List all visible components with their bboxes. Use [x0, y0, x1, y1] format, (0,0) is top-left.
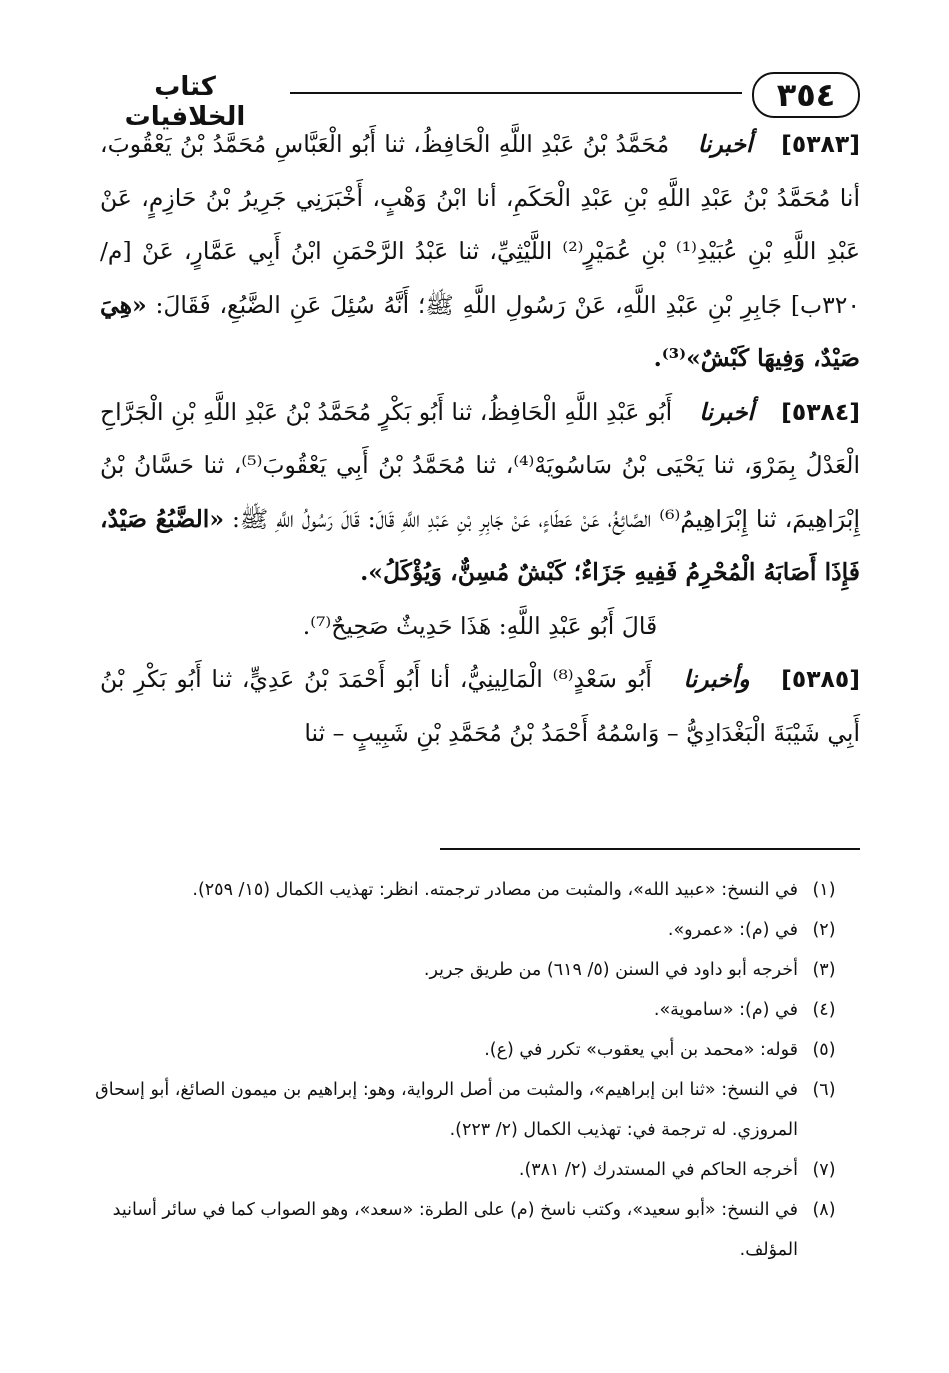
footnote-text: أخرجه الحاكم في المستدرك (٢/ ٣٨١).	[518, 1160, 798, 1180]
akhbarana-keyword: أخبرنا	[699, 397, 755, 426]
hadith-matn: «هِيَ صَيْدٌ، وَفِيهَا كَبْشٌ»⁽³⁾.	[100, 290, 860, 372]
footnote-number: (٤)	[812, 1000, 836, 1020]
footnote-number: (١)	[812, 880, 836, 900]
footnote-number: (٧)	[812, 1160, 836, 1180]
footnote-item	[90, 1030, 850, 1070]
hadith-paragraph-5384	[100, 386, 860, 600]
grading-paragraph	[100, 600, 860, 654]
page-header	[90, 60, 860, 132]
isnad-text: مُحَمَّدُ بْنُ عَبْدِ اللَّهِ الْحَافِظُ، ثنا أَبُو الْعَبَّاسِ مُحَمَّدُ بْنُ يَعْقُوبَ، أنا مُحَمَّدُ بْنُ عَبْدِ اللَّهِ بْنِ عَبْدِ الْحَكَمِ، أنا ابْنُ وَهْبٍ، أَخْبَرَنِي جَرِيرُ بْنُ حَازِمٍ، عَنْ عَبْدِ اللَّهِ بْنِ عُبَيْدِ⁽¹⁾ بْنِ عُمَيْرٍ⁽²⁾ اللَّيْثِيِّ، ثنا عَبْدُ الرَّحْمَنِ ابْنُ أَبِي عَمَّارٍ، عَنْ [م/٣٢٠ب] جَابِرِ بْنِ عَبْدِ اللَّهِ، عَنْ رَسُولِ اللَّهِ ﷺ؛ أَنَّهُ سُئِلَ عَنِ الضَّبُعِ، فَقَالَ:	[100, 130, 860, 319]
hadith-number: [٥٣٨٥]	[781, 665, 860, 693]
footnote-item	[90, 1190, 850, 1270]
hadith-paragraph-5383	[100, 118, 860, 386]
footnote-number: (٦)	[812, 1080, 836, 1100]
isnad-text: أَبُو عَبْدِ اللَّهِ الْحَافِظُ، ثنا أَبُو بَكْرٍ مُحَمَّدُ بْنُ عَبْدِ اللَّهِ بْنِ الْجَرَّاحِ الْعَدْلُ بِمَرْوَ، ثنا يَحْيَى بْنُ سَاسُويَهْ⁽⁴⁾، ثنا مُحَمَّدُ بْنُ أَبِي يَعْقُوبَ⁽⁵⁾، ثنا حَسَّانُ بْنُ إِبْرَاهِيمَ، ثنا إِبْرَاهِيمُ⁽⁶⁾ الصَّائِغُ، عَنْ عَطَاءٍ، عَنْ جَابِرِ بْنِ عَبْدِ اللَّهِ قَالَ: قَالَ رَسُولُ اللَّهِ ﷺ:	[100, 397, 860, 533]
footnote-text: في (م): «عمرو».	[667, 920, 798, 940]
akhbarana-keyword: وأخبرنا	[683, 665, 750, 693]
footnote-item	[90, 1070, 850, 1150]
footnote-text: أخرجه أبو داود في السنن (٥/ ٦١٩) من طريق جرير.	[423, 960, 798, 980]
footnote-number: (٥)	[812, 1040, 836, 1060]
footnote-number: (٨)	[812, 1200, 836, 1220]
footnote-number: (٣)	[812, 960, 836, 980]
footnote-number: (٢)	[812, 920, 836, 940]
footnote-item	[90, 870, 850, 910]
akhbarana-keyword: أخبرنا	[697, 130, 753, 158]
hadith-number: [٥٣٨٤]	[781, 397, 860, 426]
footnote-text: قوله: «محمد بن أبي يعقوب» تكرر في (ع).	[484, 1040, 798, 1060]
book-title: كتاب الخلافيات	[124, 72, 246, 132]
header-rule	[290, 92, 742, 94]
footnote-text: في النسخ: «ثنا ابن إبراهيم»، والمثبت من أصل الرواية، وهو: إبراهيم بن ميمون الصائغ، أبو إسحاق المروزي. له ترجمة في: تهذيب الكمال (٢/ ٢٢٣).	[95, 1080, 798, 1140]
hadith-matn: «الضَّبُعُ صَيْدٌ، فَإِذَا أَصَابَهُ الْمُحْرِمُ فَفِيهِ جَزَاءٌ؛ كَبْشٌ مُسِنٌّ، وَيُؤْكَلُ».	[100, 504, 860, 586]
footnote-item	[90, 950, 850, 990]
footnote-item	[90, 990, 850, 1030]
grading-text: قَالَ أَبُو عَبْدِ اللَّهِ: هَذَا حَدِيثٌ صَحِيحٌ⁽⁷⁾.	[302, 611, 658, 640]
footnote-item	[90, 910, 850, 950]
footnote-item	[90, 1150, 850, 1190]
main-text	[100, 118, 860, 760]
footnote-text: في النسخ: «عبيد الله»، والمثبت من مصادر ترجمته. انظر: تهذيب الكمال (١٥/ ٢٥٩).	[192, 880, 798, 900]
footnotes-section	[90, 870, 850, 1270]
page-number: ٣٥٤	[752, 72, 860, 118]
footnote-text: في النسخ: «أبو سعيد»، وكتب ناسخ (م) على الطرة: «سعد»، وهو الصواب كما في سائر أسانيد المؤلف.	[112, 1200, 798, 1260]
hadith-paragraph-5385	[100, 653, 860, 760]
footnote-separator	[440, 848, 860, 850]
isnad-text: أَبُو سَعْدٍ⁽⁸⁾ الْمَالِينِيُّ، أنا أَبُو أَحْمَدَ بْنُ عَدِيٍّ، ثنا أَبُو بَكْرِ بْنُ أَبِي شَيْبَةَ الْبَغْدَادِيُّ – وَاسْمُهُ أَحْمَدُ بْنُ مُحَمَّدِ بْنِ شَبِيبٍ – ثنا	[100, 665, 860, 747]
footnote-text: في (م): «ساموية».	[653, 1000, 798, 1020]
hadith-number: [٥٣٨٣]	[781, 130, 860, 158]
